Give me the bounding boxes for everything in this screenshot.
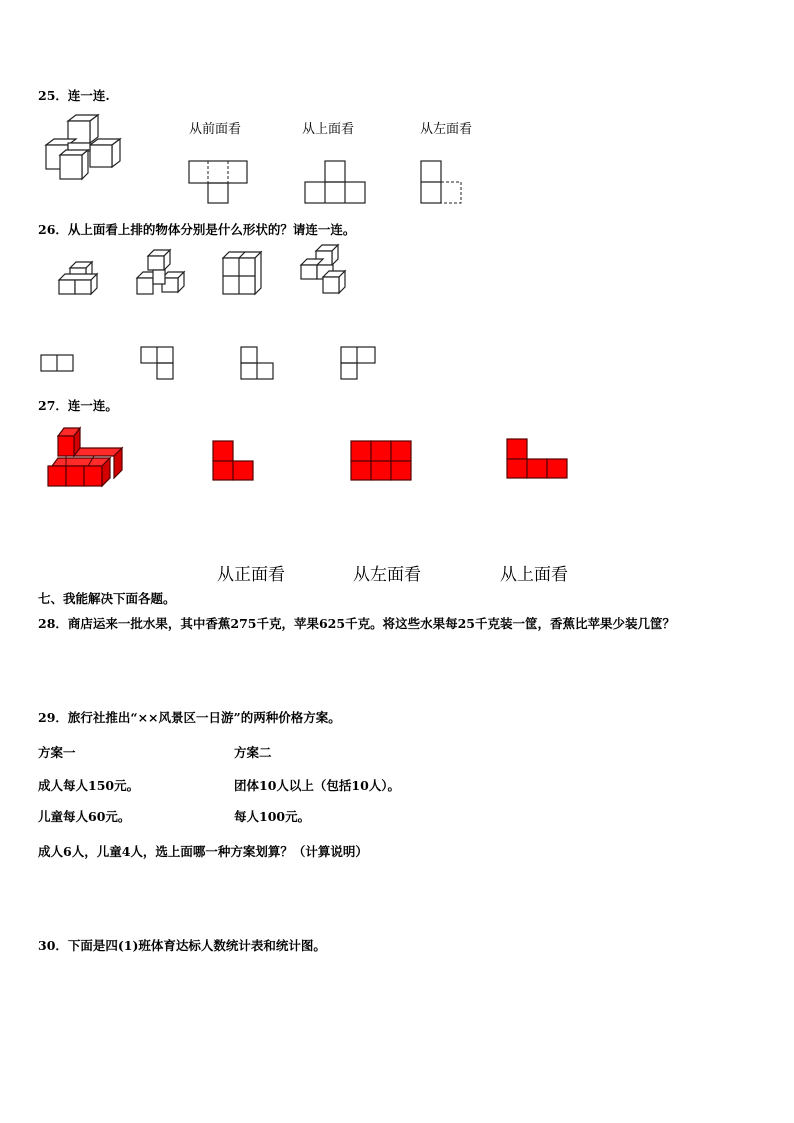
q26-object-3: [222, 250, 268, 296]
q28-text: 28．商店运来一批水果，其中香蕉275千克，苹果625千克。将这些水果每25千克装一筐，香蕉比苹果少装几筐？: [38, 616, 675, 631]
q29-plan1-title: 方案一: [38, 745, 76, 760]
q27-label-left: 从左面看: [353, 565, 421, 585]
q29-question: 成人6人，儿童4人，选上面哪一种方案划算？（计算说明）: [38, 844, 368, 859]
q27-red-3d-figure: [46, 426, 128, 490]
q29-plan2-line1: 团体10人以上（包括10人）。: [234, 778, 401, 793]
q27-red-view-1: [212, 440, 256, 482]
q29-plan1-line2: 儿童每人60元。: [38, 809, 131, 824]
q29-plan2-line2: 每人100元。: [234, 809, 311, 824]
q26-topview-3: [240, 346, 276, 382]
q25-view-shape-3: [420, 160, 462, 204]
q25-label-front: 从前面看: [189, 122, 242, 137]
q25-title: 25．连一连.: [38, 88, 110, 103]
q29-plan1-line1: 成人每人150元。: [38, 778, 140, 793]
q26-object-2: [136, 248, 188, 300]
q26-object-4: [300, 243, 354, 297]
q26-topview-4: [340, 346, 378, 382]
q27-title: 27．连一连。: [38, 398, 118, 413]
q25-label-top: 从上面看: [302, 122, 355, 137]
q27-red-view-3: [506, 438, 570, 480]
q26-topview-1: [40, 354, 76, 374]
q26-topview-2: [140, 346, 176, 382]
q25-view-shape-1: [188, 160, 248, 204]
section7-title: 七、我能解决下面各题。: [38, 591, 176, 606]
q27-label-front: 从正面看: [217, 565, 285, 585]
q26-object-1: [58, 258, 108, 298]
q25-view-shape-2: [304, 160, 366, 204]
q26-title: 26．从上面看上排的物体分别是什么形状的？请连一连。: [38, 222, 356, 237]
q30-title: 30．下面是四(1)班体育达标人数统计表和统计图。: [38, 938, 326, 953]
q29-title: 29．旅行社推出“××风景区一日游”的两种价格方案。: [38, 710, 341, 725]
q25-cube-figure: [44, 115, 124, 185]
q27-label-top: 从上面看: [500, 565, 568, 585]
q29-plan2-title: 方案二: [234, 745, 272, 760]
q27-red-view-2: [350, 440, 414, 482]
q25-label-left: 从左面看: [420, 122, 473, 137]
